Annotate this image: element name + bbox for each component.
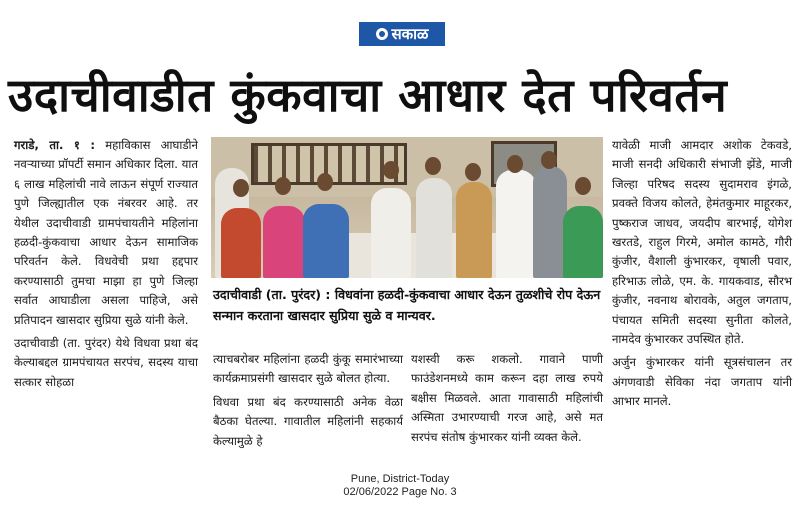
photo-person-head [233,179,249,197]
photo-person [416,178,452,278]
newspaper-masthead [359,22,445,46]
dateline: गराडे, ता. १ : [14,138,96,152]
column4-paragraph-1: यावेळी माजी आमदार अशोक टेकवडे, माजी सनदी अधिकारी संभाजी झेंडे, माजी जिल्हा परिषद सदस्य सुदामराव इंगळे, प्रवक्ते विजय कोलते, हेमंतकुमार माहूरकर, पुष्कराज जाधव, जयदीप बारभाई, योगेश खरतडे, राहुल गिरमे, अमोल कामठे, गौरी कुंजीर, वैशाली कुंभारकर, वृषाली पवार, हरिभाऊ लोळे, एम. के. गायकवाड, सौरभ कुंजीर, नवनाथ बोरावके, अतुल जगताप, पंचायत समिती सदस्या सुनीता कोलते, नामदेव कुंभारकर उपस्थित होते. [612,138,792,347]
photo-person [496,170,536,278]
photo-person-head [541,151,557,169]
photo-person-head [383,161,399,179]
edition-label: Pune, District-Today [350,473,450,485]
photo-person [533,166,567,278]
column2-paragraph-2: विधवा प्रथा बंद करण्यासाठी अनेक वेळा बैठका घेतल्या. गावातील महिलांनी सहकार्य केल्यामुळे हे [213,394,403,448]
photo-person-head [317,173,333,191]
photo-person [456,182,492,278]
photo-caption: उदाचीवाडी (ता. पुरंदर) : विधवांना हळदी-कुंकवाचा आधार देऊन तुळशीचे रोप देऊन सन्मान करताना खासदार सुप्रिया सुळे व मान्यवर. [213,287,601,323]
column1-paragraph-2: उदाचीवाडी (ता. पुरंदर) येथे विधवा प्रथा बंद केल्याबद्दल ग्रामपंचायत सरपंच, सदस्य याचा सत्कार सोहळा [14,336,198,389]
masthead-name: सकाळ [391,24,429,43]
photo-person [221,208,261,278]
article-column-3 [411,350,603,451]
column4-paragraph-2: अर्जुन कुंभारकर यांनी सूत्रसंचालन तर अंगणवाडी सेविका नंदा जगताप यांनी आभार मानले. [612,355,792,409]
article-column-4 [612,136,792,416]
column1-text-1: महाविकास आघाडीने नवऱ्याच्या प्रॉपर्टी समान अधिकार दिला. यात ६ लाख महिलांची नावे लाऊन संपूर्ण राज्यात पुणे जिल्ह्यातील एक नंबरवर आहे. तर येथील उदाचीवाडी ग्रामपंचायतीने महिलांना हळदी-कुंकवाचा आधार देऊन सामाजिक परिवर्तन केले. विधवेची प्रथा हद्दपार करण्यासाठी तुमचा माझा हा पुणे जिल्हा सर्वात आघाडीला असला पाहिजे, असे प्रतिपादन खासदार सुप्रिया सुळे यांनी केले. [14,138,198,327]
photo-person [263,206,305,278]
photo-person-head [425,157,441,175]
photo-person-head [465,163,481,181]
article-column-1 [14,136,198,396]
photo-person-head [507,155,523,173]
photo-person-head [575,177,591,195]
column2-paragraph-1: त्याचबरोबर महिलांना हळदी कुंकू समारंभाच्या कार्यक्रमाप्रसंगी खासदार सुळे बोलत होत्या. [213,352,403,386]
date-page-label: 02/06/2022 Page No. 3 [343,486,457,498]
sakal-logo-icon [376,28,388,40]
article-photo [211,137,603,278]
photo-person [563,206,603,278]
photo-person [371,188,411,278]
photo-person-head [275,177,291,195]
column1-paragraph-1 [14,136,198,330]
photo-person [303,204,349,278]
article-headline: उदाचीवाडीत कुंकवाचा आधार देत परिवर्तन [8,68,728,122]
article-column-2 [213,350,403,455]
column3-paragraph-1: यशस्वी करू शकलो. गावाने पाणी फाउंडेशनमध्ये काम करून दहा लाख रुपये बक्षीस मिळवले. आता गावासाठी महिलांची अस्मिता उभारण्याची गरज आहे, असे मत सरपंच संतोष कुंभारकर यांनी व्यक्त केले. [411,352,603,444]
